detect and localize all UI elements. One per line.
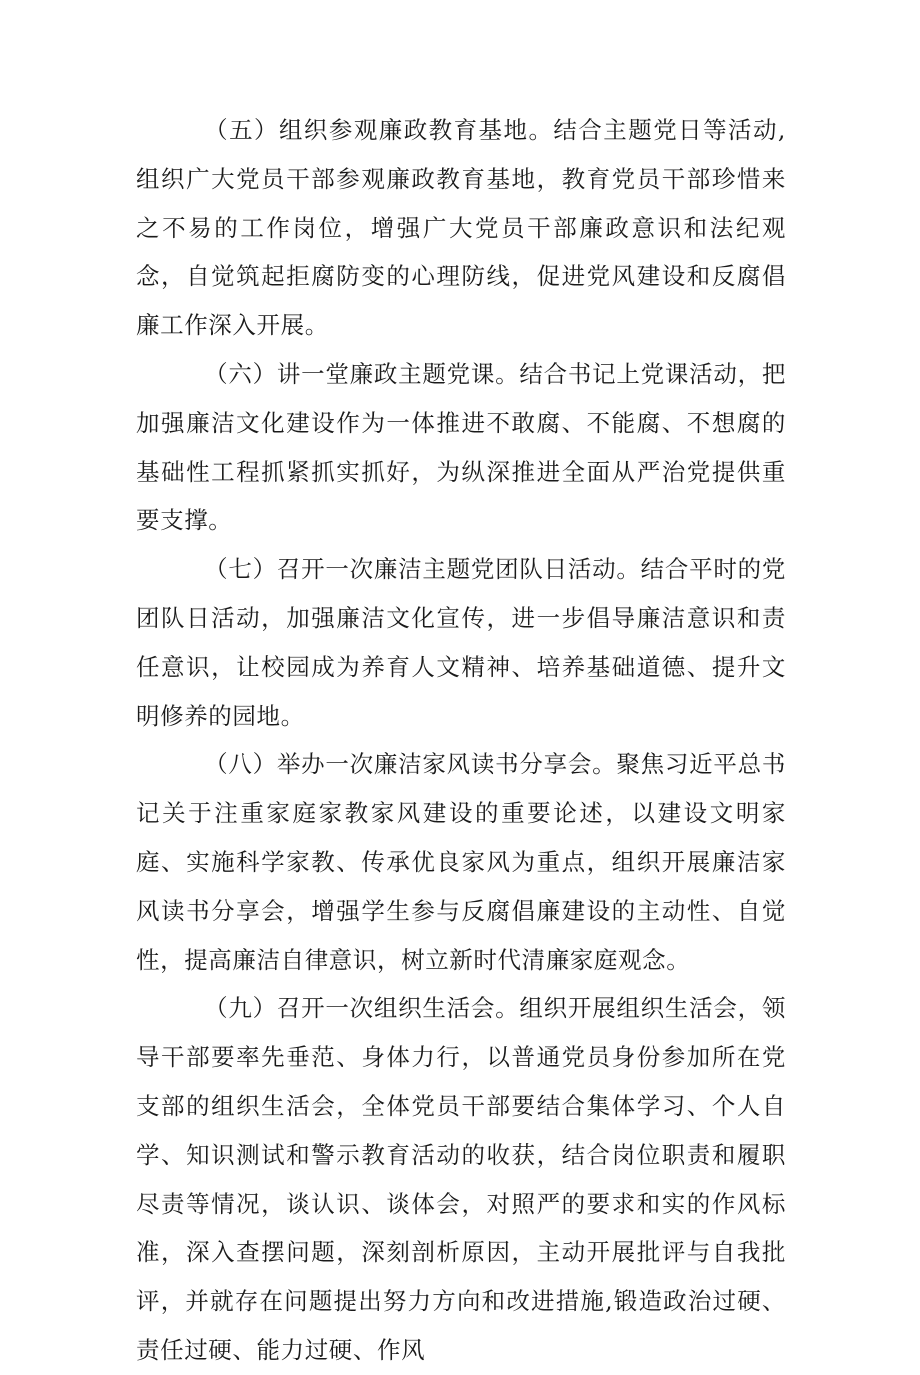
document-page (136, 106, 786, 1375)
paragraph-9: （九）召开一次组织生活会。组织开展组织生活会，领导干部要率先垂范、身体力行，以普通党员身份参加所在党支部的组织生活会，全体党员干部要结合集体学习、个人自学、知识测试和警示教育活动的收获，结合岗位职责和履职尽责等情况，谈认识、谈体会，对照严的要求和实的作风标准，深入查摆问题，深刻剖析原因，主动开展批评与自我批评，并就存在问题提出努力方向和改进措施,锻造政治过硬、责任过硬、能力过硬、作风 (136, 994, 786, 1364)
paragraph-8: （八）举办一次廉洁家风读书分享会。聚焦习近平总书记关于注重家庭家教家风建设的重要论述，以建设文明家庭、实施科学家教、传承优良家风为重点，组织开展廉洁家风读书分享会，增强学生参与反腐倡廉建设的主动性、自觉性，提高廉洁自律意识，树立新时代清廉家庭观念。 (136, 750, 786, 974)
paragraph-6: （六）讲一堂廉政主题党课。结合书记上党课活动，把加强廉洁文化建设作为一体推进不敢腐、不能腐、不想腐的基础性工程抓紧抓实抓好，为纵深推进全面从严治党提供重要支撑。 (136, 359, 786, 535)
paragraph-7: （七）召开一次廉洁主题党团队日活动。结合平时的党团队日活动，加强廉洁文化宣传，进一步倡导廉洁意识和责任意识，让校园成为养育人文精神、培养基础道德、提升文明修养的园地。 (136, 555, 786, 730)
paragraph-5: （五）组织参观廉政教育基地。结合主题党日等活动,组织广大党员干部参观廉政教育基地，教育党员干部珍惜来之不易的工作岗位，增强广大党员干部廉政意识和法纪观念，自觉筑起拒腐防变的心理防线，促进党风建设和反腐倡廉工作深入开展。 (136, 116, 786, 340)
